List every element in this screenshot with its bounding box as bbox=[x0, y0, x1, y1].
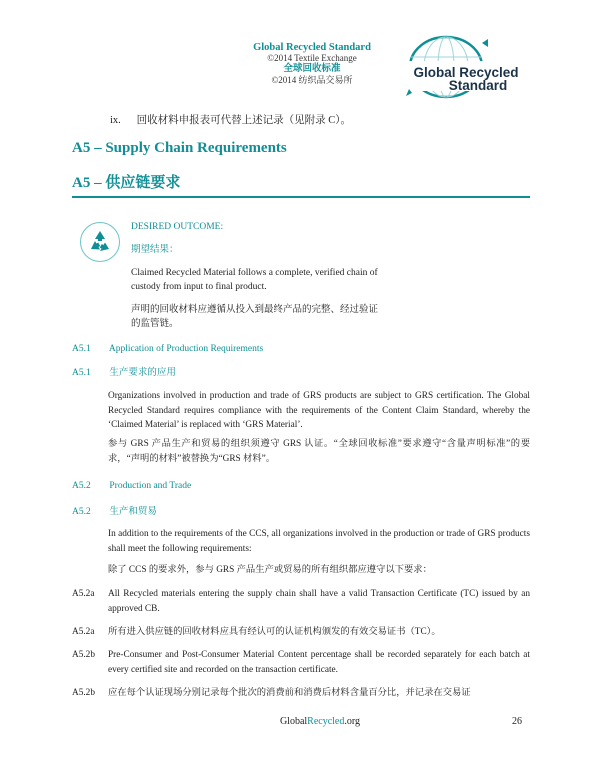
subsection-a51-heading bbox=[72, 344, 263, 354]
desired-outcome-text: Claimed Recycled Material follows a complete, verified chain of custody from input to final product. bbox=[131, 268, 378, 292]
logo-line2: Standard bbox=[448, 78, 508, 93]
footer-website[interactable] bbox=[270, 716, 370, 727]
header-copyright-cn: ©2014 纺织品交易所 bbox=[271, 75, 353, 85]
logo-line1: Global Recycled bbox=[413, 65, 519, 80]
header-text bbox=[232, 42, 392, 86]
footer-site-part: .org bbox=[344, 716, 361, 727]
desired-outcome-box bbox=[131, 220, 381, 340]
footer-site-part: Recycled bbox=[307, 716, 345, 727]
requirement-text: 应在每个认证现场分别记录每个批次的消费前和消费后材料含量百分比，并记录在交易证 bbox=[108, 688, 471, 698]
subsection-title-cn: 生产要求的应用 bbox=[109, 368, 176, 378]
subsection-number: A5.2 bbox=[72, 481, 91, 491]
previous-list-item bbox=[110, 112, 351, 127]
requirement-item bbox=[72, 648, 530, 677]
subsection-a52-heading-cn bbox=[72, 503, 157, 517]
requirement-item bbox=[72, 686, 530, 701]
subsection-a51-heading-cn bbox=[72, 364, 176, 378]
page-number: 26 bbox=[512, 716, 522, 727]
desired-outcome-title-cn: 期望结果： bbox=[131, 245, 179, 255]
list-item-text: 回收材料申报表可代替上述记录（见附录 C）。 bbox=[136, 115, 352, 126]
requirement-item bbox=[72, 625, 530, 640]
desired-outcome-text-cn: 声明的回收材料应遵循从投入到最终产品的完整、经过验证的监管链。 bbox=[131, 305, 379, 329]
recycle-icon bbox=[80, 222, 120, 262]
requirement-number: A5.2b bbox=[72, 650, 95, 660]
grs-logo bbox=[396, 33, 526, 103]
section-title-en: A5 – Supply Chain Requirements bbox=[72, 140, 287, 156]
header-copyright: ©2014 Textile Exchange bbox=[267, 53, 357, 63]
subsection-title: Production and Trade bbox=[109, 481, 192, 491]
subsection-title-cn: 生产和贸易 bbox=[109, 507, 157, 517]
a52-paragraph: In addition to the requirements of the CCS, all organizations involved in the production or trade of GRS products shall meet the following requirements: bbox=[108, 529, 530, 554]
footer-site-part: Global bbox=[279, 716, 308, 727]
a52-paragraph-cn: 除了 CCS 的要求外，参与 GRS 产品生产或贸易的所有组织都应遵守以下要求： bbox=[108, 565, 432, 575]
subsection-a52-heading bbox=[72, 481, 191, 491]
subsection-number: A5.1 bbox=[72, 368, 91, 378]
requirement-text: All Recycled materials entering the supply chain shall have a valid Transaction Certificate (TC) issued by an approved CB. bbox=[108, 589, 530, 614]
a51-paragraph-cn: 参与 GRS 产品生产和贸易的组织须遵守 GRS 认证。“全球回收标准”要求遵守“含量声明标准”的要求，“声明的材料”被替换为“GRS 材料”。 bbox=[108, 439, 530, 464]
a51-paragraph: Organizations involved in production and trade of GRS products are subject to GRS certification. The Global Recycled Standard requires compliance with the requirements of the Content Claim Standard, whereby the ‘Claimed Material’ is replaced with ‘GRS Material’. bbox=[108, 391, 530, 430]
requirement-item bbox=[72, 587, 530, 616]
requirement-number: A5.2b bbox=[72, 688, 95, 698]
desired-outcome-title: DESIRED OUTCOME: bbox=[131, 222, 224, 232]
subsection-title: Application of Production Requirements bbox=[108, 344, 264, 354]
subsection-number: A5.1 bbox=[72, 344, 91, 354]
header-title: Global Recycled Standard bbox=[253, 42, 371, 53]
subsection-number: A5.2 bbox=[72, 507, 91, 517]
header-title-cn: 全球回收标准 bbox=[283, 64, 341, 74]
list-item-number: ix. bbox=[110, 115, 121, 126]
requirement-text: 所有进入供应链的回收材料应具有经认可的认证机构颁发的有效交易证书（TC）。 bbox=[108, 627, 441, 637]
requirement-number: A5.2a bbox=[72, 627, 95, 637]
requirement-text: Pre-Consumer and Post-Consumer Material Content percentage shall be recorded separately for each batch at every certified site and recorded on the transaction certificate. bbox=[108, 650, 530, 675]
section-divider bbox=[72, 196, 530, 198]
section-title-cn: A5 – 供应链要求 bbox=[72, 175, 181, 191]
requirement-number: A5.2a bbox=[72, 589, 95, 599]
